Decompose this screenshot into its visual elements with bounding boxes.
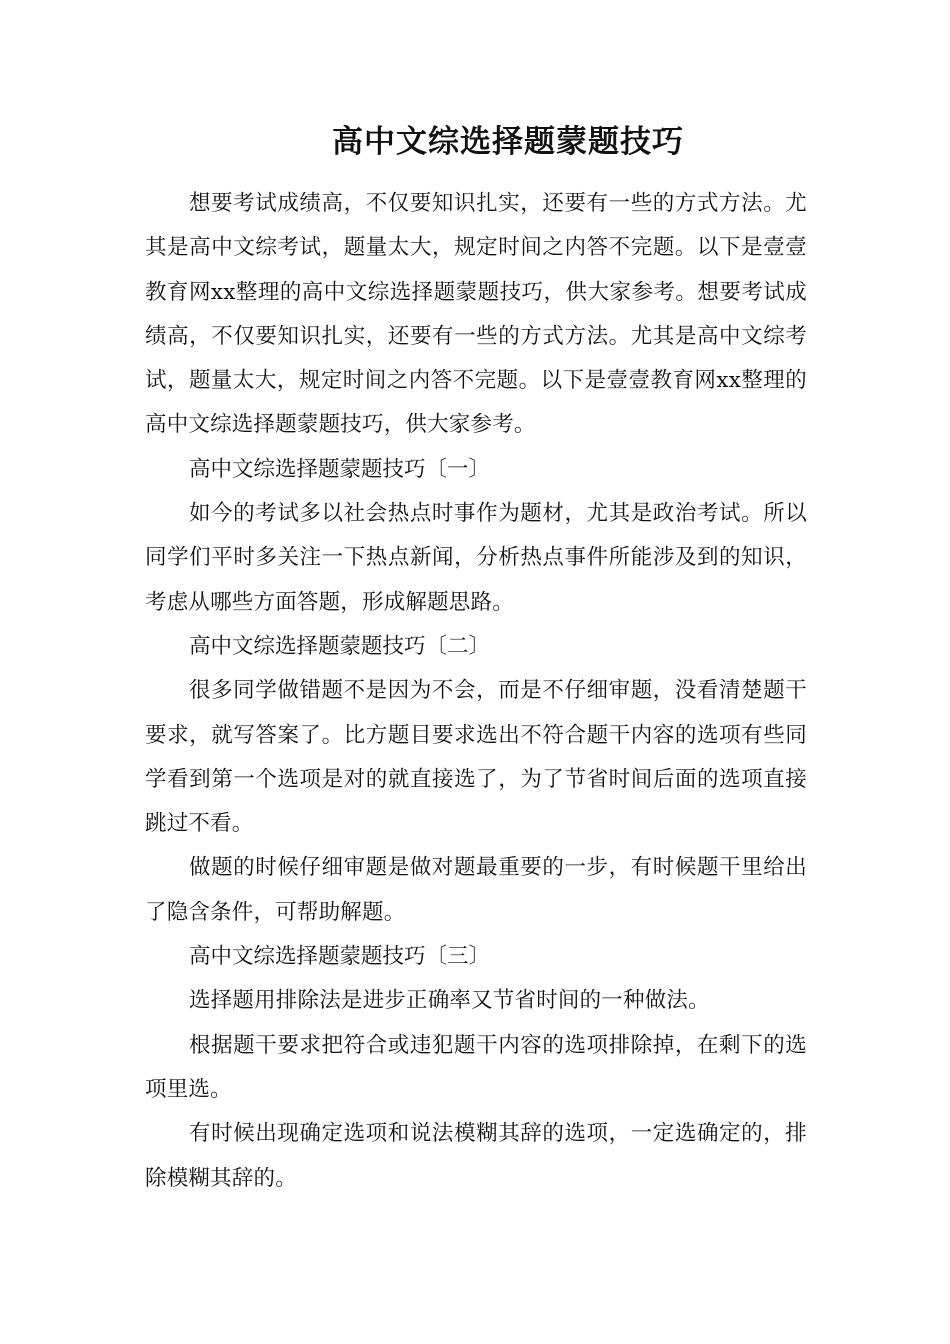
section-1-heading: 高中文综选择题蒙题技巧〔一〕 (189, 456, 491, 482)
section-3-paragraph-3: 有时候出现确定选项和说法模糊其辞的选项，一定选确定的，排除模糊其辞的。 (145, 1121, 807, 1191)
section-2-paragraph-1: 很多同学做错题不是因为不会，而是不仔细审题，没看清楚题干要求，就写答案了。比方题目要求选出不符合题干内容的选项有些同学看到第一个选项是对的就直接选了，为了节省时间后面的选项直接跳过不看。 (145, 678, 807, 837)
section-3-heading: 高中文综选择题蒙题技巧〔三〕 (189, 944, 491, 970)
section-3-paragraph-1: 选择题用排除法是进步正确率又节省时间的一种做法。 (189, 988, 710, 1014)
section-3-paragraph-2: 根据题干要求把符合或违犯题干内容的选项排除掉，在剩下的选项里选。 (145, 1032, 807, 1102)
section-1-paragraph-1: 如今的考试多以社会热点时事作为题材，尤其是政治考试。所以同学们平时多关注一下热点新闻，分析热点事件所能涉及到的知识，考虑从哪些方面答题，形成解题思路。 (145, 501, 807, 615)
document-body (145, 182, 807, 1201)
section-2-paragraph-2: 做题的时候仔细审题是做对题最重要的一步，有时候题干里给出了隐含条件，可帮助解题。 (145, 855, 807, 925)
section-2-heading: 高中文综选择题蒙题技巧〔二〕 (189, 633, 491, 659)
document-title: 高中文综选择题蒙题技巧 (332, 124, 684, 160)
intro-paragraph: 想要考试成绩高，不仅要知识扎实，还要有一些的方式方法。尤其是高中文综考试，题量太大，规定时间之内答不完题。以下是壹壹教育网xx整理的高中文综选择题蒙题技巧，供大家参考。想要考试成绩高，不仅要知识扎实，还要有一些的方式方法。尤其是高中文综考试，题量太大，规定时间之内答不完题。以下是壹壹教育网xx整理的高中文综选择题蒙题技巧，供大家参考。 (145, 191, 807, 438)
